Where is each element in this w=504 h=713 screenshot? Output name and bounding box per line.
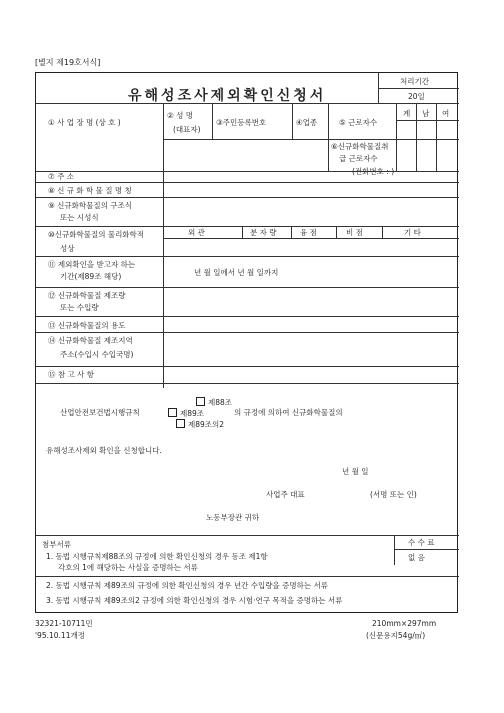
- phone-label: (전화번호 : ): [352, 167, 395, 176]
- amount-label-1: ⑫ 신규화학물질 제조량: [48, 291, 126, 300]
- appearance-label: 외 관: [188, 228, 205, 237]
- processing-period-value: 20일: [408, 92, 425, 101]
- form-number: [별지 제19호서식]: [35, 58, 101, 67]
- chem-workers-label-1: ⑥신규화학물질취: [331, 142, 389, 151]
- props-label-1: ⑩신규화학물질의 물리화학적: [48, 230, 145, 239]
- option-article-88: 제88조: [196, 397, 232, 407]
- boiling-point-label: 비 점: [346, 228, 363, 237]
- usage-label: ⑬ 신규화학물질의 용도: [48, 321, 126, 330]
- form-title: 유해성조사제외확인신청서: [128, 88, 327, 104]
- paper-size: 210mm×297mm: [372, 619, 437, 628]
- period-label-2: 기간(제89조 해당): [60, 272, 122, 281]
- checkbox-article-89-2[interactable]: [176, 419, 185, 428]
- name-label: ② 성 명: [167, 111, 193, 120]
- address-label: ⑦ 주 소: [48, 172, 74, 181]
- paper-type: (신문용지54g/㎡): [366, 631, 426, 640]
- attachment-item-1b: 각호의 1에 해당하는 사실을 증명하는 서류: [58, 563, 198, 572]
- statement-tail: 의 규정에 의하여 신규화학물질의: [234, 408, 343, 417]
- representative-label: (대표자): [173, 125, 201, 134]
- revision-date: '95.10.11개정: [35, 631, 85, 640]
- checkbox-article-89[interactable]: [168, 408, 177, 417]
- checkbox-article-88[interactable]: [196, 397, 205, 406]
- application-form: [35, 72, 458, 613]
- remarks-label: ⑮ 참 고 사 항: [48, 370, 95, 379]
- form-code: 32321-10711민: [35, 619, 93, 628]
- chem-workers-label-2: 급 근로자수: [339, 154, 378, 163]
- molecular-weight-label: 분 자 량: [250, 228, 277, 237]
- amount-label-2: 또는 수입량: [60, 303, 99, 312]
- structure-label-1: ⑨ 신규화학물질의 구조식: [48, 201, 132, 210]
- male-label: 남: [422, 109, 430, 118]
- attachment-item-1a: 1. 동법 시행규칙제88조의 규정에 의한 확인신청의 경우 동조 제1항: [46, 552, 268, 561]
- location-label-2: 주소(수입시 수입국명): [60, 350, 134, 359]
- attachments-title: 첨부서류: [42, 540, 71, 549]
- location-label-1: ⑭ 신규화학물질 제조지역: [48, 336, 133, 345]
- attachment-item-3: 3. 동법 시행규칙 제89조의2 규정에 의한 확인신청의 경우 시험·연구 목적을 증명하는 서류: [46, 596, 343, 605]
- application-date: 년 월 일: [342, 467, 369, 476]
- option-article-89: 제89조: [168, 408, 204, 418]
- processing-period-label: 처리기간: [400, 77, 429, 86]
- structure-label-2: 또는 시성식: [60, 213, 99, 222]
- statement-line2: 유해성조사제외 확인을 신청합니다.: [46, 446, 162, 455]
- option-article-89-2: 제89조의2: [176, 419, 224, 429]
- props-label-2: 성상: [60, 244, 75, 253]
- recipient: 노동부장관 귀하: [206, 513, 260, 522]
- fee-value: 없 음: [408, 553, 425, 562]
- attachment-item-2: 2. 동법 시행규칙 제89조의 규정에 의한 확인신청의 경우 년간 수입량을 증명하는 서류: [46, 581, 329, 590]
- melting-point-label: 융 점: [300, 228, 317, 237]
- other-label: 기 타: [404, 228, 421, 237]
- resident-number-label: ③주민등록번호: [216, 118, 267, 127]
- total-label: 계: [403, 109, 411, 118]
- female-label: 여: [442, 109, 450, 118]
- period-value: 년 월 일에서 년 월 일까지: [194, 268, 279, 277]
- rule-name: 산업안전보건법시행규칙: [60, 408, 140, 417]
- period-label-1: ⑪ 제외확인을 받고자 하는: [48, 260, 136, 269]
- signature-label: (서명 또는 인): [370, 490, 417, 499]
- fee-label: 수 수 료: [408, 538, 435, 547]
- chem-name-label: ⑧ 신 규 화 학 물 질 명 칭: [48, 186, 132, 195]
- applicant-role: 사업주 대표: [266, 490, 305, 499]
- company-name-label: ① 사 업 장 명 (상 호 ): [48, 118, 121, 127]
- worker-count-label: ⑤ 근로자수: [339, 118, 378, 127]
- business-type-label: ④업종: [296, 118, 318, 127]
